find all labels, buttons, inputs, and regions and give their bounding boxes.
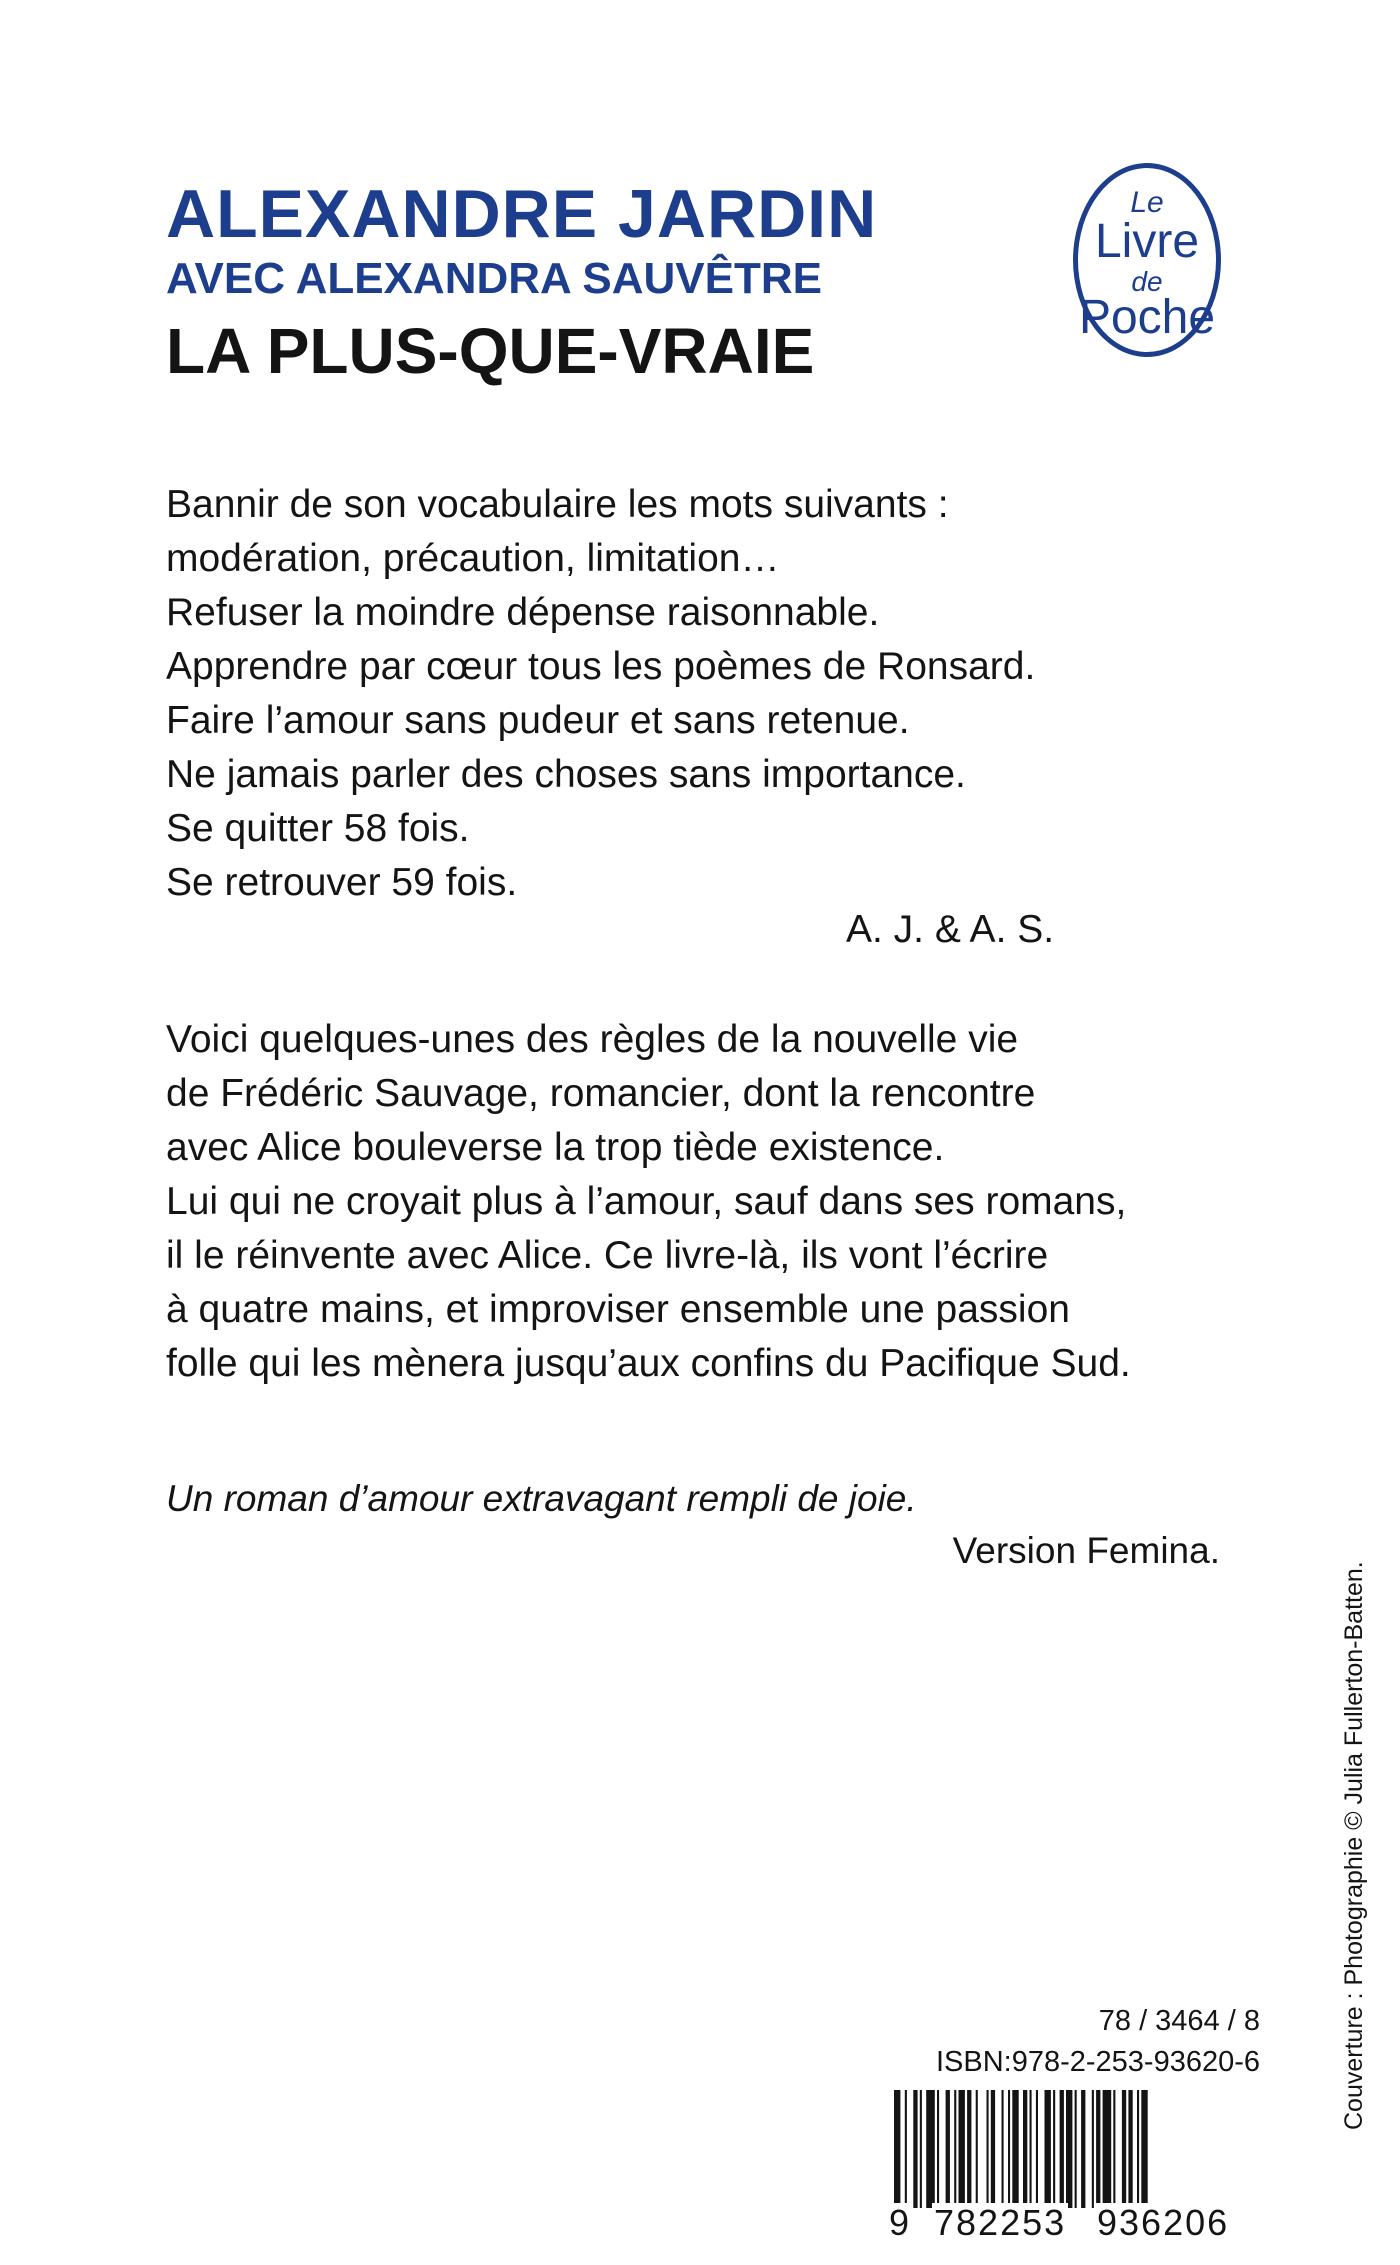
barcode-digit-first: 9 bbox=[889, 2202, 912, 2243]
barcode-bar bbox=[1122, 2090, 1126, 2208]
catalog-code: 78 / 3464 / 8 bbox=[1098, 2005, 1260, 2037]
summary-line: Voici quelques-unes des règles de la nouvelle vie bbox=[166, 1018, 1019, 1061]
barcode-bar bbox=[1113, 2090, 1115, 2208]
barcode-bar bbox=[1012, 2090, 1018, 2208]
book-title: LA PLUS-QUE-VRAIE bbox=[166, 315, 815, 387]
barcode-bar bbox=[1045, 2090, 1051, 2208]
barcode-bar bbox=[1075, 2090, 1077, 2208]
logo-line-le: Le bbox=[1130, 186, 1164, 219]
barcode-bar bbox=[991, 2090, 995, 2208]
barcode-bar bbox=[976, 2090, 978, 2208]
barcode-bar bbox=[937, 2090, 939, 2208]
barcode-bar bbox=[920, 2090, 922, 2208]
rule-line: Se quitter 58 fois. bbox=[166, 807, 470, 850]
barcode-bar bbox=[1066, 2090, 1072, 2208]
barcode-bar bbox=[1060, 2090, 1064, 2208]
isbn-number: ISBN:978-2-253-93620-6 bbox=[935, 2046, 1260, 2078]
summary-line: avec Alice bouleverse la trop tiède existence. bbox=[166, 1126, 945, 1169]
barcode-bar bbox=[967, 2090, 971, 2208]
barcode-bar bbox=[1008, 2090, 1010, 2208]
barcode-bar bbox=[913, 2090, 917, 2208]
barcode-bar bbox=[1128, 2090, 1132, 2208]
review-quote: Un roman d’amour extravagant rempli de joie. bbox=[166, 1478, 917, 1519]
publisher-logo bbox=[1073, 163, 1221, 357]
barcode-bar bbox=[1092, 2090, 1094, 2208]
summary-line: à quatre mains, et improviser ensemble une passion bbox=[166, 1288, 1070, 1331]
rules-list bbox=[166, 478, 1166, 910]
barcode-digits-right: 936206 bbox=[1097, 2202, 1230, 2243]
barcode-bar bbox=[1081, 2090, 1085, 2208]
barcode-bar bbox=[1137, 2090, 1139, 2208]
rule-line: Bannir de son vocabulaire les mots suivants : bbox=[166, 483, 949, 526]
summary-line: de Frédéric Sauvage, romancier, dont la rencontre bbox=[166, 1072, 1036, 1115]
barcode-bar bbox=[1053, 2090, 1055, 2208]
author-name: ALEXANDRE JARDIN bbox=[166, 176, 878, 252]
rule-line: modération, précaution, limitation… bbox=[166, 537, 780, 580]
barcode-bar bbox=[1002, 2090, 1004, 2208]
summary-line: il le réinvente avec Alice. Ce livre-là, ils vont l’écrire bbox=[166, 1234, 1049, 1277]
barcode-bar bbox=[954, 2090, 956, 2208]
rule-line: Apprendre par cœur tous les poèmes de Ronsard. bbox=[166, 645, 1036, 688]
rule-line: Se retrouver 59 fois. bbox=[166, 861, 518, 904]
barcode-bar bbox=[946, 2090, 950, 2208]
rule-line: Refuser la moindre dépense raisonnable. bbox=[166, 591, 880, 634]
summary-line: folle qui les mènera jusqu’aux confins du Pacifique Sud. bbox=[166, 1342, 1131, 1385]
barcode-bar bbox=[926, 2090, 935, 2208]
summary-paragraph bbox=[166, 1013, 1246, 1391]
logo-line-de: de bbox=[1131, 266, 1163, 297]
logo-line-poche: Poche bbox=[1078, 291, 1216, 344]
rule-line: Ne jamais parler des choses sans importance. bbox=[166, 753, 966, 796]
barcode-bar bbox=[1036, 2090, 1038, 2208]
barcode-bar bbox=[959, 2090, 965, 2208]
barcode-bar bbox=[1103, 2090, 1112, 2208]
rule-line: Faire l’amour sans pudeur et sans retenue. bbox=[166, 699, 910, 742]
barcode-bar bbox=[1096, 2090, 1100, 2208]
review-source: Version Femina. bbox=[952, 1530, 1220, 1571]
summary-line: Lui qui ne croyait plus à l’amour, sauf dans ses romans, bbox=[166, 1180, 1127, 1223]
barcode-digits-left: 782253 bbox=[934, 2202, 1067, 2243]
coauthor-name: AVEC ALEXANDRA SAUVÊTRE bbox=[166, 254, 822, 303]
barcode-bar bbox=[987, 2090, 989, 2208]
rules-signature: A. J. & A. S. bbox=[846, 908, 1055, 951]
logo-line-livre: Livre bbox=[1094, 215, 1200, 268]
photo-credit: Couverture : Photographie © Julia Fullerton-Batten. bbox=[1340, 1561, 1368, 2130]
